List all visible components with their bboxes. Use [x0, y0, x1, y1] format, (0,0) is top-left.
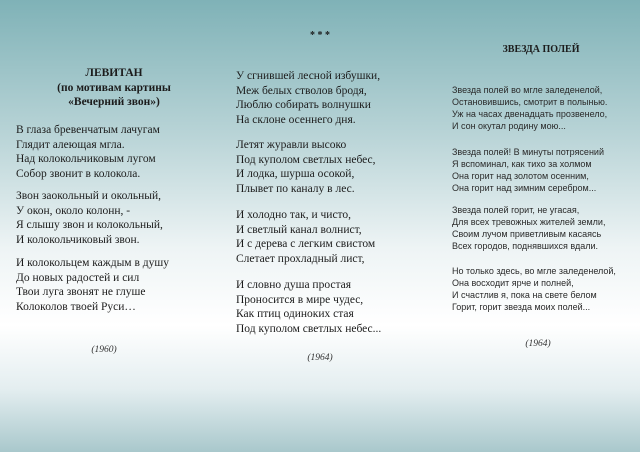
verse-line: Горит, горит звезда моих полей...	[452, 302, 591, 313]
verse-line: Для всех тревожных жителей земли,	[452, 217, 606, 228]
verse-line: Но только здесь, во мгле заледенелой,	[452, 266, 616, 276]
stanza	[16, 123, 160, 181]
verse-line: Уж на часах двенадцать прозвенело,	[452, 109, 608, 120]
stanza	[236, 208, 375, 266]
stanza	[452, 146, 604, 194]
verse-line: Летят журавли высоко	[236, 139, 347, 151]
verse-line: У сгнившей лесной избушки,	[236, 70, 381, 82]
poem-year: (1960)	[91, 345, 117, 355]
verse-line: В глаза бревенчатым лачугам	[16, 124, 160, 136]
verse-line: У окон, около колонн, -	[16, 204, 131, 217]
verse-line: Всех городов, поднявшихся вдали.	[452, 241, 599, 252]
poem-year: (1964)	[525, 339, 551, 349]
verse-line: Твои луга звонят не глуше	[16, 286, 146, 299]
stanza	[452, 204, 605, 252]
stanza	[452, 265, 616, 313]
verse-line: И светлый канал волнист,	[236, 223, 362, 236]
verse-line: Она восходит ярче и полней,	[452, 278, 574, 289]
verse-line: Она горит над зимним серебром...	[452, 183, 597, 194]
stanza	[452, 84, 607, 132]
verse-line: И лодка, шурша осокой,	[236, 168, 355, 181]
verse-line: Звезда полей во мгле заледенелой,	[452, 85, 603, 95]
verse-line: До новых радостей и сил	[16, 271, 140, 284]
title-line: «Вечерний звон»)	[68, 96, 160, 109]
verse-line: Остановившись, смотрит в полынью.	[452, 97, 608, 108]
verse-line: Под куполом светлых небес,	[236, 153, 376, 166]
verse-line: Звезда полей! В минуты потрясений	[452, 147, 604, 157]
stanza	[236, 138, 376, 196]
stanza	[16, 189, 163, 247]
verse-line: Своим лучом приветливым касаясь	[452, 229, 602, 240]
verse-line: Собор звонит в колокола.	[16, 167, 141, 180]
section-stars: * * *	[310, 30, 330, 41]
verse-line: Она горит над золотом осенним,	[452, 171, 589, 182]
verse-line: Звезда полей горит, не угасая,	[452, 205, 580, 215]
stanza	[16, 256, 169, 314]
poem-title: ЗВЕЗДА ПОЛЕЙ	[502, 44, 580, 55]
verse-line: И счастлив я, пока на свете белом	[452, 290, 597, 301]
verse-line: И сон окутал родину мою...	[452, 121, 566, 132]
poem-title	[14, 66, 214, 110]
verse-line: Меж белых стволов бродя,	[236, 84, 367, 97]
verse-line: И словно душа простая	[236, 279, 352, 291]
stanza	[236, 69, 380, 127]
verse-line: Глядит алеющая мгла.	[16, 138, 125, 151]
verse-line: Колоколов твоей Руси…	[16, 300, 136, 313]
verse-line: И с дерева с легким свистом	[236, 238, 376, 251]
title-line: ЛЕВИТАН	[85, 67, 143, 79]
verse-line: Я слышу звон и колокольный,	[16, 219, 163, 232]
verse-line: Слетает прохладный лист,	[236, 252, 365, 265]
verse-line: Как птиц одиноких стая	[236, 308, 354, 321]
verse-line: Звон заокольный и окольный,	[16, 190, 162, 202]
verse-line: На склоне осеннего дня.	[236, 113, 356, 126]
verse-line: Над колокольчиковым лугом	[16, 153, 156, 166]
verse-line: Под куполом светлых небес...	[236, 322, 382, 335]
stanza	[236, 278, 381, 336]
verse-line: И холодно так, и чисто,	[236, 209, 352, 221]
verse-line: Проносится в мире чудес,	[236, 293, 364, 306]
verse-line: И колокольчиковый звон.	[16, 233, 140, 246]
title-line: (по мотивам картины	[57, 81, 171, 94]
verse-line: И колокольцем каждым в душу	[16, 257, 169, 269]
poem-year: (1964)	[307, 353, 333, 363]
verse-line: Люблю собирать волнушки	[236, 99, 371, 112]
verse-line: Я вспоминал, как тихо за холмом	[452, 159, 592, 170]
verse-line: Плывет по каналу в лес.	[236, 182, 355, 195]
